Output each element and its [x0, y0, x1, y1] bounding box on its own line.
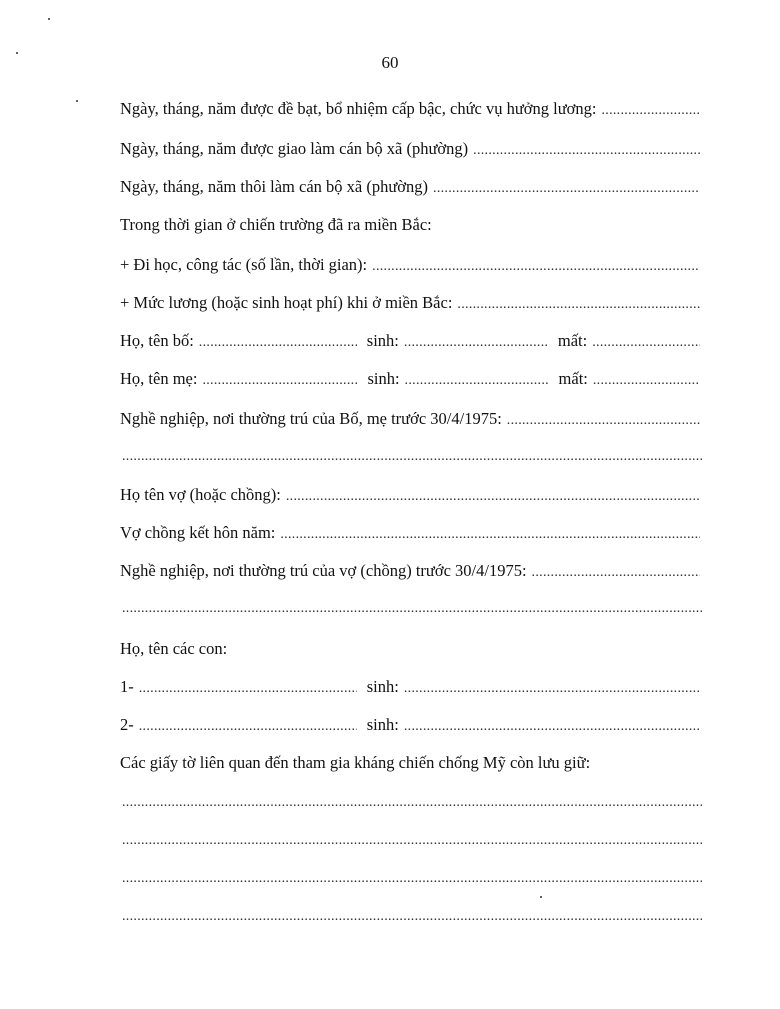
died-label: mất: [557, 331, 588, 350]
spouse-job-field[interactable] [120, 560, 700, 582]
fill-in-dots[interactable] [122, 868, 702, 890]
field-label: Ngày, tháng, năm được giao làm cán bộ xã (phường) [120, 139, 469, 158]
born-dots[interactable] [404, 678, 700, 700]
fill-in-dots[interactable] [122, 830, 702, 852]
section-heading: Các giấy tờ liên quan đến tham gia kháng chiến chống Mỹ còn lưu giữ: [120, 753, 591, 772]
born-label: sinh: [366, 331, 399, 350]
north-salary-field[interactable] [120, 292, 700, 314]
name-dots[interactable] [202, 370, 357, 392]
documents-line-3[interactable] [122, 868, 702, 890]
north-heading [120, 214, 700, 236]
fill-in-dots[interactable] [473, 140, 700, 162]
born-label: sinh: [367, 369, 400, 388]
scan-speck [16, 52, 18, 54]
parents-job-field[interactable] [120, 408, 700, 430]
child-number: 1- [120, 677, 134, 696]
commune-cadre-start-field[interactable] [120, 138, 700, 160]
field-label: + Đi học, công tác (số lần, thời gian): [120, 255, 368, 274]
child-number: 2- [120, 715, 134, 734]
fill-in-dots[interactable] [507, 410, 700, 432]
name-dots[interactable] [139, 678, 357, 700]
field-label: Nghề nghiệp, nơi thường trú của Bố, mẹ trước 30/4/1975: [120, 409, 502, 428]
documents-line-1[interactable] [122, 792, 702, 814]
born-label: sinh: [366, 715, 399, 734]
name-dots[interactable] [199, 332, 357, 354]
spouse-job-continuation[interactable] [122, 598, 702, 620]
fill-in-dots[interactable] [372, 256, 700, 278]
born-dots[interactable] [405, 370, 549, 392]
scan-speck [540, 896, 542, 898]
father-field[interactable] [120, 330, 700, 352]
field-label: Ngày, tháng, năm được đề bạt, bổ nhiệm cấp bậc, chức vụ hưởng lương: [120, 99, 597, 118]
spouse-name-field[interactable] [120, 484, 700, 506]
born-dots[interactable] [404, 332, 548, 354]
field-label: Nghề nghiệp, nơi thường trú của vợ (chồng) trước 30/4/1975: [120, 561, 527, 580]
section-heading: Trong thời gian ở chiến trường đã ra miền Bắc: [120, 215, 432, 234]
documents-line-2[interactable] [122, 830, 702, 852]
name-dots[interactable] [139, 716, 357, 738]
mother-field[interactable] [120, 368, 700, 390]
parents-job-continuation[interactable] [122, 446, 702, 468]
marriage-year-field[interactable] [120, 522, 700, 544]
child-1-field[interactable] [120, 676, 700, 698]
field-label: Ngày, tháng, năm thôi làm cán bộ xã (phường) [120, 177, 429, 196]
fill-in-dots[interactable] [532, 562, 700, 584]
documents-line-4[interactable] [122, 906, 702, 928]
field-label: Họ tên vợ (hoặc chồng): [120, 485, 281, 504]
field-label: Vợ chồng kết hôn năm: [120, 523, 276, 542]
north-study-field[interactable] [120, 254, 700, 276]
fill-in-dots[interactable] [122, 446, 702, 468]
fill-in-dots[interactable] [457, 294, 700, 316]
died-label: mất: [558, 369, 588, 388]
commune-cadre-end-field[interactable] [120, 176, 700, 198]
fill-in-dots[interactable] [433, 178, 700, 200]
promotion-date-field[interactable] [120, 98, 700, 120]
child-2-field[interactable] [120, 714, 700, 736]
scan-speck [76, 100, 78, 102]
section-heading: Họ, tên các con: [120, 639, 228, 658]
fill-in-dots[interactable] [122, 792, 702, 814]
page-number: 60 [381, 53, 399, 72]
scan-speck [48, 18, 50, 20]
field-label: + Mức lương (hoặc sinh hoạt phí) khi ở miền Bắc: [120, 293, 453, 312]
field-label: Họ, tên mẹ: [120, 369, 198, 388]
fill-in-dots[interactable] [601, 100, 700, 122]
documents-heading [120, 752, 700, 774]
fill-in-dots[interactable] [286, 486, 700, 508]
born-dots[interactable] [404, 716, 700, 738]
children-heading [120, 638, 700, 660]
fill-in-dots[interactable] [280, 524, 700, 546]
field-label: Họ, tên bố: [120, 331, 194, 350]
died-dots[interactable] [593, 370, 700, 392]
fill-in-dots[interactable] [122, 598, 702, 620]
fill-in-dots[interactable] [122, 906, 702, 928]
born-label: sinh: [366, 677, 399, 696]
died-dots[interactable] [592, 332, 700, 354]
